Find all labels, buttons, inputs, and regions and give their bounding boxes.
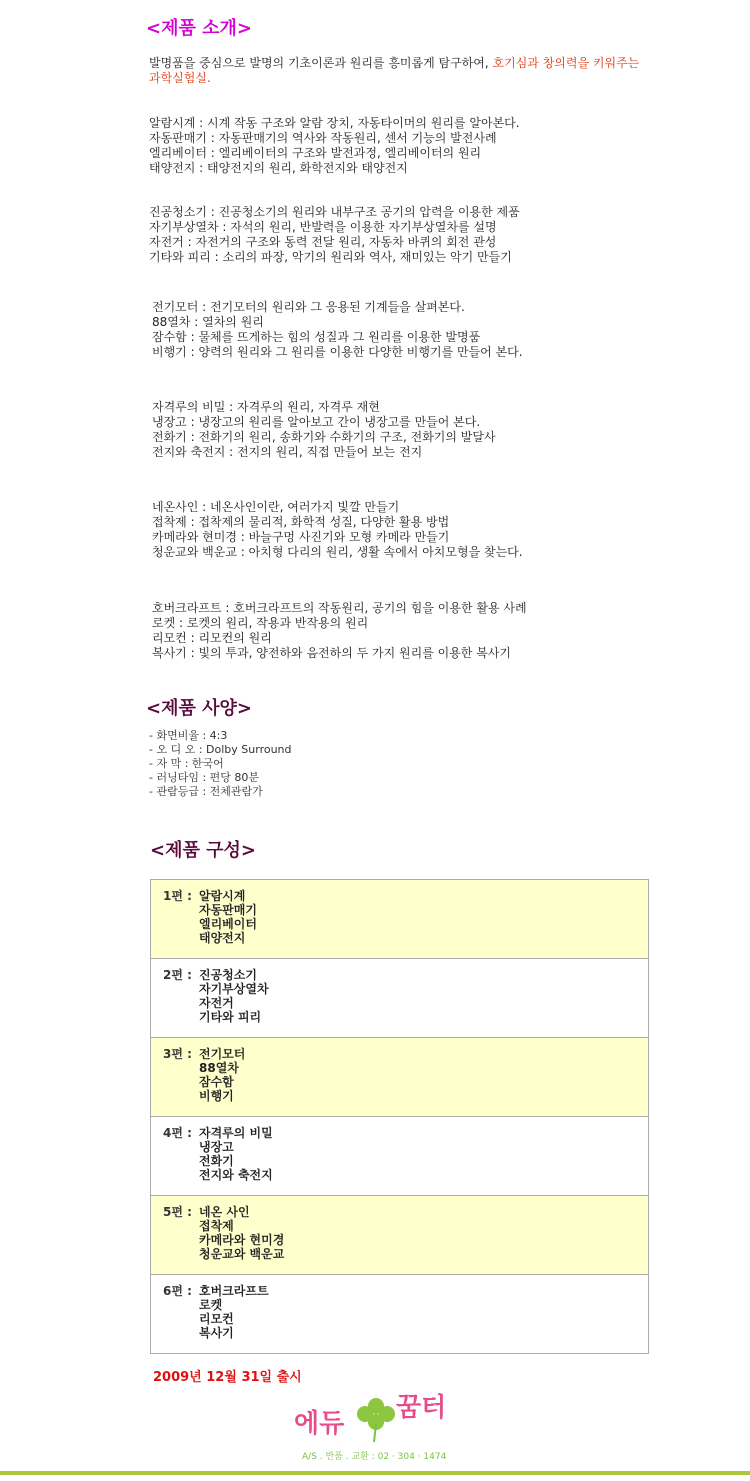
episode-item: 냉장고	[199, 1140, 234, 1154]
episode-item: 네온 사인	[199, 1205, 250, 1219]
episode-group-6	[152, 601, 527, 661]
spec-item: - 자 막 : 한국어	[149, 757, 224, 770]
episode-item: 자전거	[199, 996, 234, 1010]
group-line: 비행기 : 양력의 원리와 그 원리를 이용한 다양한 비행기를 만들어 본다.	[152, 345, 523, 359]
episode-item: 전화기	[199, 1154, 234, 1168]
table-cell	[151, 959, 649, 1038]
episode-item: 접착제	[199, 1219, 234, 1233]
episode-number: 6편 :	[163, 1284, 192, 1298]
episode-item: 자격루의 비밀	[199, 1126, 273, 1140]
edu-kkumteo-logo	[292, 1384, 462, 1464]
intro-text: 발명품을 중심으로 발명의 기초이론과 원리를 흥미롭게 탐구하여,	[149, 56, 493, 70]
clover-icon	[357, 1398, 395, 1442]
group-line: 자전거 : 자전거의 구조와 동력 전달 원리, 자동차 바퀴의 회전 관성	[149, 235, 497, 249]
episode-item: 전기모터	[199, 1047, 246, 1061]
bottom-divider	[0, 1471, 750, 1475]
group-line: 전지와 축전지 : 전지의 원리, 직접 만들어 보는 전지	[152, 445, 423, 459]
episode-number: 1편 :	[163, 889, 192, 903]
episode-item: 청운교와 백운교	[199, 1247, 285, 1261]
heading-product-spec: <제품 사양>	[146, 698, 252, 719]
episode-group-2	[149, 205, 520, 265]
episode-item: 진공청소기	[199, 968, 257, 982]
table-row	[151, 1117, 649, 1196]
episode-number: 4편 :	[163, 1126, 192, 1140]
composition-table	[150, 879, 649, 1354]
table-row	[151, 1196, 649, 1275]
spec-item: - 화면비율 : 4:3	[149, 729, 228, 742]
episode-item: 기타와 피리	[199, 1010, 262, 1024]
episode-group-1	[149, 116, 520, 176]
logo-right-text: 꿈터	[396, 1393, 447, 1423]
group-line: 네온사인 : 네온사인이란, 여러가지 빛깔 만들기	[152, 500, 400, 514]
episode-number: 2편 :	[163, 968, 192, 982]
episode-item: 잠수함	[199, 1075, 234, 1089]
group-line: 엘리베이터 : 엘리베이터의 구조와 발전과정, 엘리베이터의 원리	[149, 146, 482, 160]
spec-item: - 관람등급 : 전체관람가	[149, 785, 263, 798]
episode-number: 3편 :	[163, 1047, 192, 1061]
heading-product-intro: <제품 소개>	[146, 18, 252, 39]
episode-item: 비행기	[199, 1089, 234, 1103]
group-line: 자격루의 비밀 : 자격루의 원리, 자격루 재현	[152, 400, 380, 414]
episode-item: 태양전지	[199, 931, 246, 945]
episode-item: 리모컨	[199, 1312, 234, 1326]
episode-group-5	[152, 500, 523, 560]
group-line: 호버크라프트 : 호버크라프트의 작동원리, 공기의 힘을 이용한 활용 사례	[152, 601, 527, 615]
group-line: 태양전지 : 태양전지의 원리, 화학전지와 태양전지	[149, 161, 408, 175]
table-cell	[151, 1117, 649, 1196]
table-cell	[151, 880, 649, 959]
table-row	[151, 959, 649, 1038]
episode-group-3	[152, 300, 523, 360]
group-line: 냉장고 : 냉장고의 원리를 알아보고 간이 냉장고를 만들어 본다.	[152, 415, 481, 429]
episode-item: 카메라와 현미경	[199, 1233, 285, 1247]
group-line: 자동판매기 : 자동판매기의 역사와 작동원리, 센서 기능의 발전사례	[149, 131, 497, 145]
episode-item: 자기부상열차	[199, 982, 269, 996]
episode-item: 88열차	[199, 1061, 239, 1075]
episode-item: 알람시계	[199, 889, 246, 903]
episode-item: 로켓	[199, 1298, 223, 1312]
table-row	[151, 1038, 649, 1117]
episode-item: 자동판매기	[199, 903, 257, 917]
group-line: 카메라와 현미경 : 바늘구멍 사진기와 모형 카메라 만들기	[152, 530, 450, 544]
table-row	[151, 1275, 649, 1354]
intro-highlight: 호기심과 창의력을 키워주는 과학실험실.	[149, 56, 640, 85]
logo-left-text: 에듀	[294, 1409, 345, 1439]
group-line: 자기부상열차 : 자석의 원리, 반발력을 이용한 자기부상열차를 설명	[149, 220, 497, 234]
as-contact-text: A/S . 반품 . 교환 : 02 · 304 · 1474	[302, 1452, 447, 1462]
intro-paragraph	[149, 56, 649, 86]
group-line: 전기모터 : 전기모터의 원리와 그 응용된 기계들을 살펴본다.	[152, 300, 465, 314]
spec-list	[149, 729, 292, 799]
group-line: 로켓 : 로켓의 원리, 작용과 반작용의 원리	[152, 616, 369, 630]
group-line: 전화기 : 전화기의 원리, 송화기와 수화기의 구조, 전화기의 발달사	[152, 430, 496, 444]
episode-item: 호버크라프트	[199, 1284, 269, 1298]
group-line: 알람시계 : 시계 작동 구조와 알람 장치, 자동타이머의 원리를 알아본다.	[149, 116, 520, 130]
table-row	[151, 880, 649, 959]
heading-product-composition: <제품 구성>	[150, 840, 256, 861]
table-cell	[151, 1196, 649, 1275]
episode-item: 복사기	[199, 1326, 234, 1340]
group-line: 88열차 : 열차의 원리	[152, 315, 264, 329]
episode-number: 5편 :	[163, 1205, 192, 1219]
group-line: 진공청소기 : 진공청소기의 원리와 내부구조 공기의 압력을 이용한 제품	[149, 205, 520, 219]
spec-item: - 오 디 오 : Dolby Surround	[149, 743, 292, 756]
group-line: 리모컨 : 리모컨의 원리	[152, 631, 272, 645]
group-line: 잠수함 : 물체를 뜨게하는 힘의 성질과 그 원리를 이용한 발명품	[152, 330, 481, 344]
group-line: 기타와 피리 : 소리의 파장, 악기의 원리와 역사, 재미있는 악기 만들기	[149, 250, 512, 264]
group-line: 접착제 : 접착제의 물리적, 화학적 성질, 다양한 활용 방법	[152, 515, 450, 529]
group-line: 청운교와 백운교 : 아치형 다리의 원리, 생활 속에서 아치모형을 찾는다.	[152, 545, 523, 559]
release-date: 2009년 12월 31일 출시	[153, 1370, 302, 1385]
table-cell	[151, 1275, 649, 1354]
spec-item: - 러닝타임 : 편당 80분	[149, 771, 260, 784]
group-line: 복사기 : 빛의 투과, 양전하와 음전하의 두 가지 원리를 이용한 복사기	[152, 646, 511, 660]
episode-item: 전지와 축전지	[199, 1168, 273, 1182]
episode-item: 엘리베이터	[199, 917, 257, 931]
table-cell	[151, 1038, 649, 1117]
episode-group-4	[152, 400, 496, 460]
